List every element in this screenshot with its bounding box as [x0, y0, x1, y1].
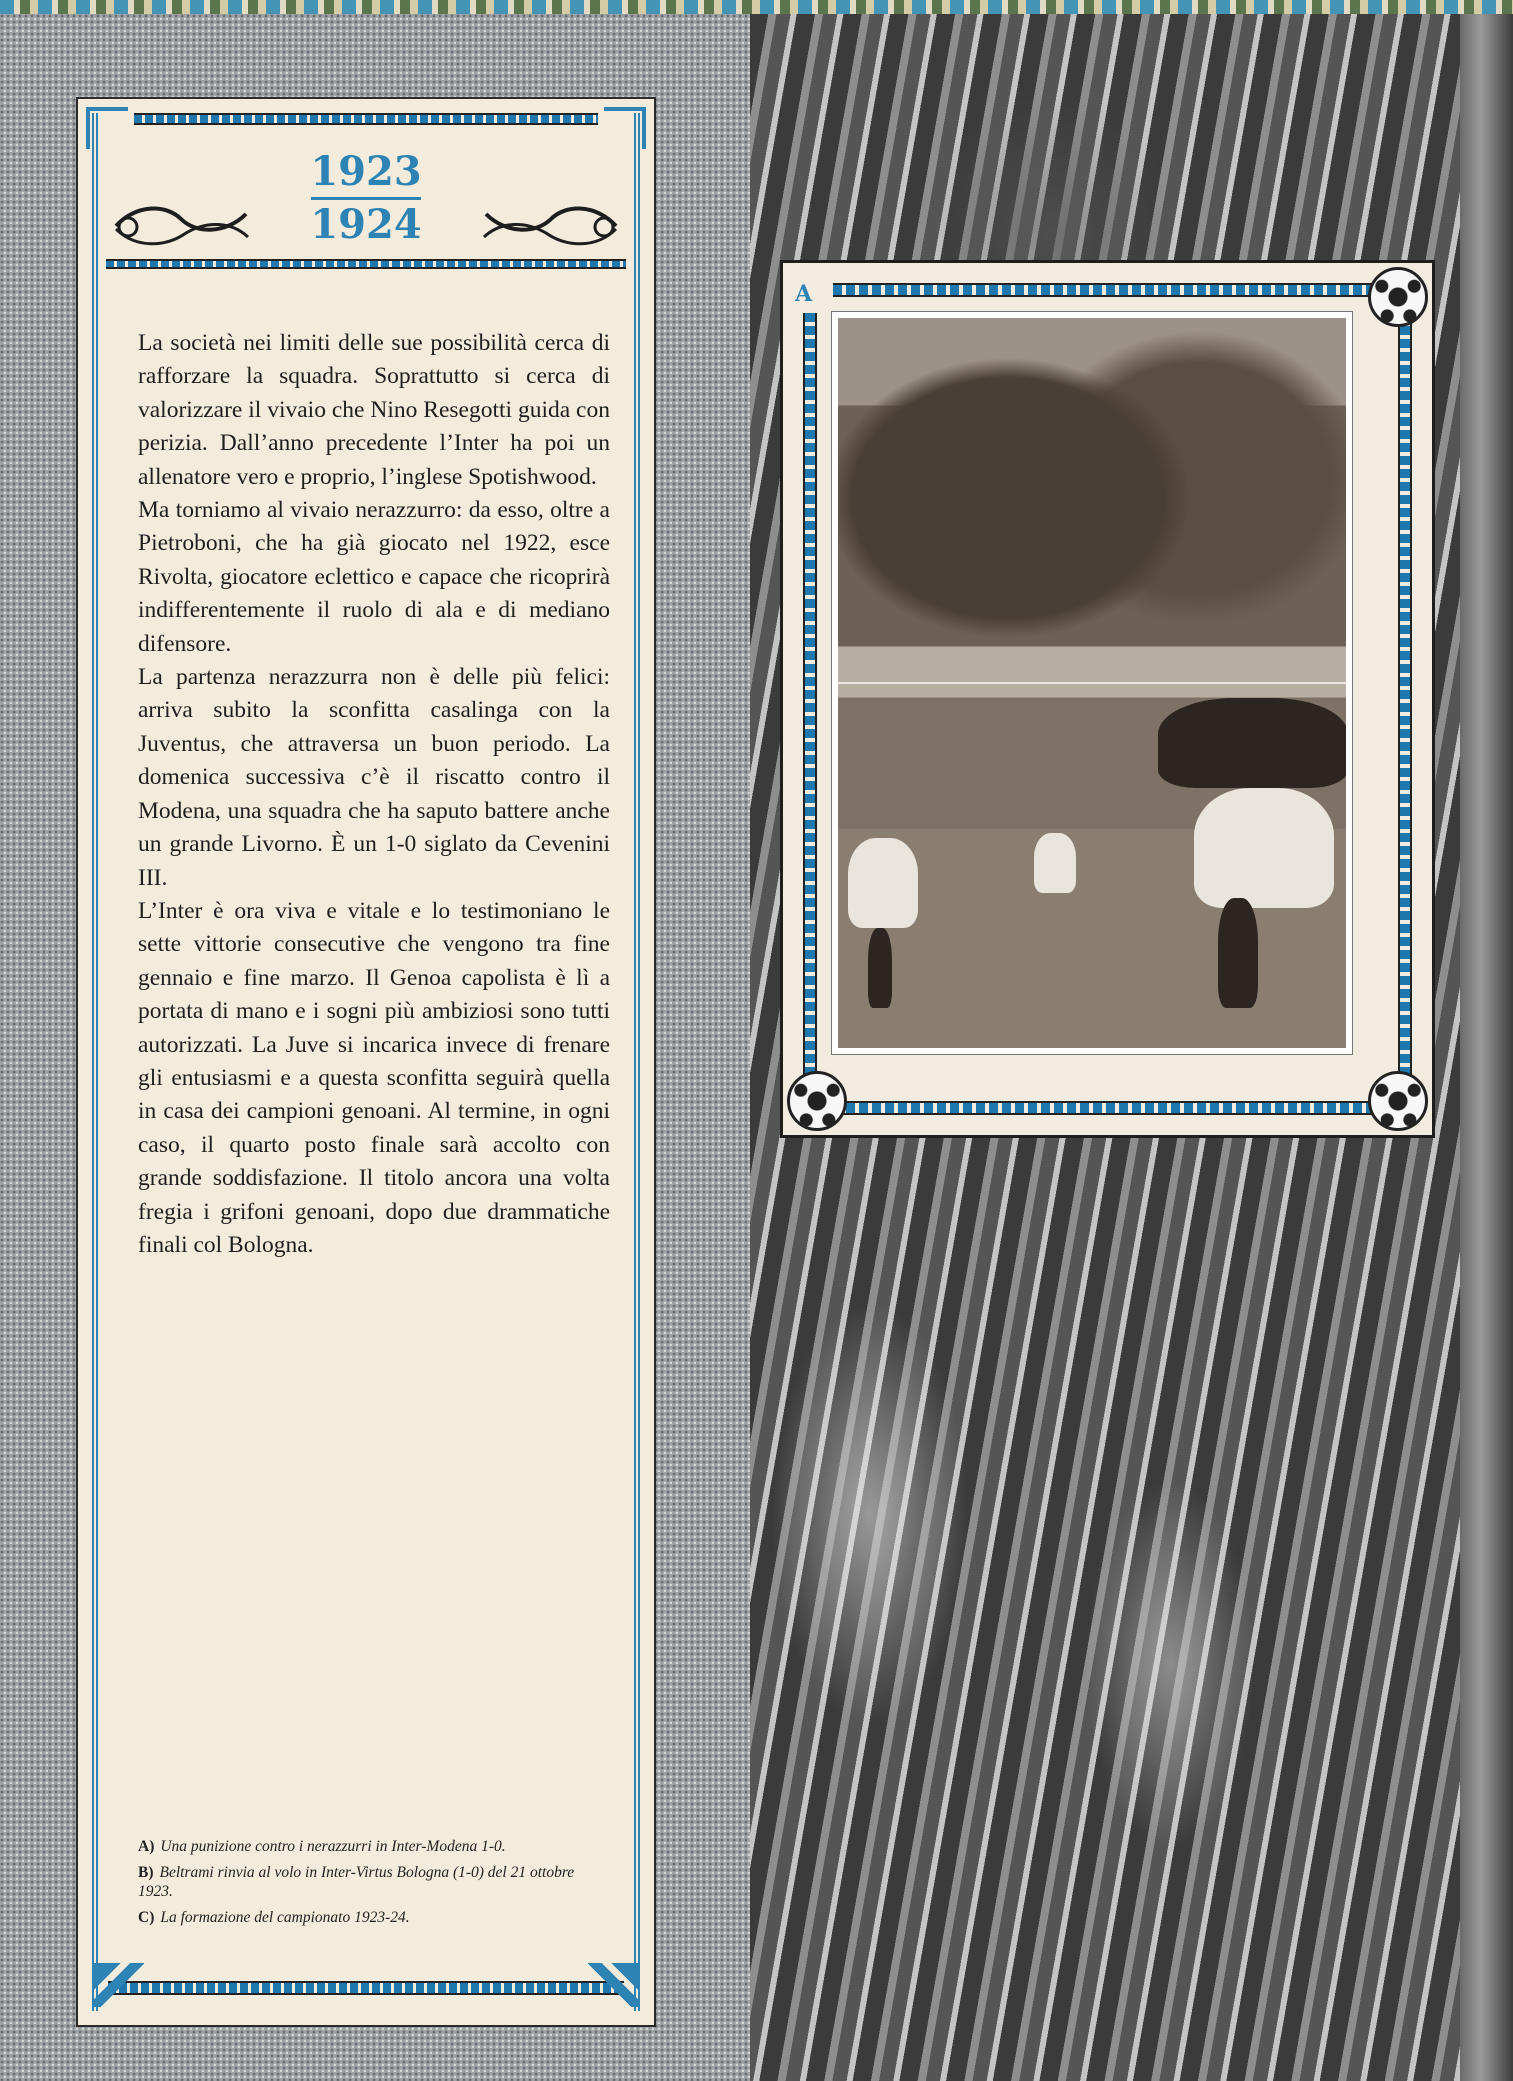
caption-key: A)	[138, 1838, 155, 1855]
caption-key: B)	[138, 1864, 154, 1881]
corner-ornament-top-left	[86, 107, 128, 149]
football-icon	[1368, 1071, 1428, 1131]
corner-ornament-top-right	[604, 107, 646, 149]
caption-a	[138, 1837, 608, 1856]
photo-label: A	[795, 281, 813, 307]
photo-frame-bottom	[833, 1101, 1382, 1115]
season-body-text	[138, 327, 610, 1262]
football-icon	[1368, 267, 1428, 327]
match-photo-scene	[838, 318, 1346, 1048]
player-figure	[868, 928, 892, 1008]
season-year-start: 1923	[310, 148, 422, 195]
caption-text: Una punizione contro i nerazzurri in Inter-Modena 1-0.	[160, 1838, 506, 1855]
photo-card	[780, 260, 1435, 1138]
photo-captions	[138, 1837, 608, 1934]
body-paragraph: Ma torniamo al vivaio nerazzurro: da esso, oltre a Pietroboni, che ha già giocato nel 1922, esce Rivolta, giocatore eclettico e capace che ricoprirà indifferentemente il ruolo di ala e di mediano difensore.	[138, 497, 610, 657]
top-dashed-rule	[134, 113, 598, 125]
caption-text: Beltrami rinvia al volo in Inter-Virtus Bologna (1-0) del 21 ottobre 1923.	[138, 1864, 575, 1900]
corner-ornament-bottom-right	[588, 1963, 640, 2007]
photo-frame-left	[803, 313, 817, 1085]
player-figure	[848, 838, 918, 928]
caption-text: La formazione del campionato 1923-24.	[160, 1909, 410, 1926]
player-figure	[1218, 898, 1258, 1008]
football-icon	[787, 1071, 847, 1131]
player-figure	[1158, 698, 1346, 788]
body-paragraph: La società nei limiti delle sue possibilità cerca di rafforzare la squadra. Soprattutto si cerca di valorizzare il vivaio che Nino Resegotti guida con perizia. Dall’anno precedente l’Inter ha poi un allenatore vero e proprio, l’inglese Spotishwood.	[138, 330, 610, 490]
match-photo	[831, 311, 1353, 1055]
bottom-dashed-rule	[108, 1981, 624, 1995]
season-title-separator	[311, 197, 421, 200]
page-edge	[1460, 14, 1513, 2081]
body-paragraph: La partenza nerazzurra non è delle più felici: arriva subito la sconfitta casalinga con la Juventus, che attraversa un buon periodo. La domenica successiva c’è il riscatto contro il Modena, una squadra che ha saputo battere anche un grande Livorno. È un 1-0 siglato da Cevenini III.	[138, 664, 610, 891]
photo-crease	[838, 682, 1346, 684]
season-year-end: 1924	[310, 201, 422, 248]
title-bottom-rule	[106, 259, 626, 269]
body-paragraph: L’Inter è ora viva e vitale e lo testimoniano le sette vittorie consecutive che vengono tra fine gennaio e fine marzo. Il Genoa capolista è lì a portata di mano e i sogni più ambiziosi sono tutti autorizzati. La Juve si incarica invece di frenare gli entusiasmi e a questa sconfitta seguirà quella in casa dei campioni genoani. Al termine, in ogni caso, il quarto posto finale sarà accolto con grande soddisfazione. Il titolo ancora una volta fregia i grifoni genoani, dopo due drammatiche finali col Bologna.	[138, 897, 610, 1258]
photo-frame-top	[833, 283, 1382, 297]
corner-ornament-bottom-left	[92, 1963, 144, 2007]
caption-key: C)	[138, 1909, 155, 1926]
left-flourish-icon	[106, 199, 256, 253]
caption-b	[138, 1863, 608, 1901]
photo-frame-right	[1398, 313, 1412, 1085]
season-text-card	[76, 97, 656, 2027]
caption-c	[138, 1908, 608, 1927]
player-figure	[1194, 788, 1334, 908]
right-flourish-icon	[476, 199, 626, 253]
player-figure	[1034, 833, 1076, 893]
